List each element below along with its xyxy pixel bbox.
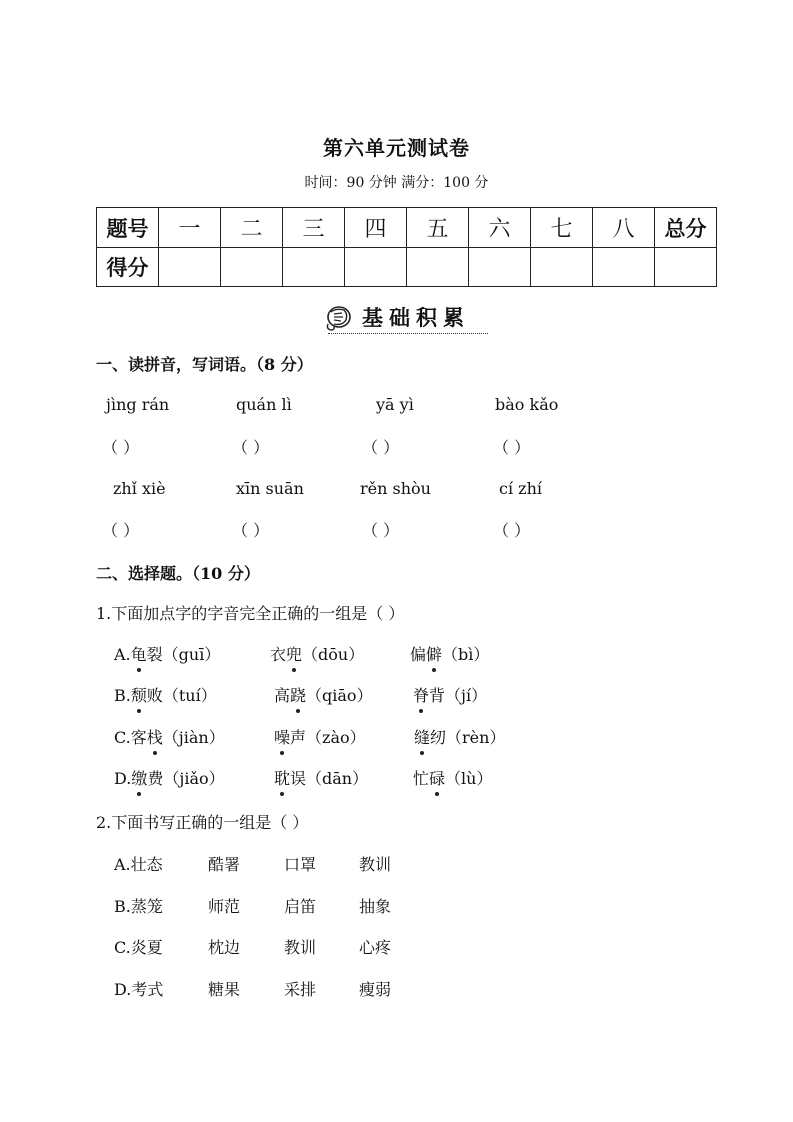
pinyin-item: zhǐ xiè <box>113 479 166 498</box>
option-word[interactable]: D.缴费（jiǎo） <box>114 766 225 789</box>
option-word: 缝纫（rèn） <box>414 725 505 748</box>
pinyin-item: xīn suān <box>236 479 304 498</box>
score-table-row-label: 得分 <box>97 248 159 287</box>
option-word[interactable]: B.颓败（tuí） <box>114 683 217 706</box>
score-cell[interactable] <box>469 248 531 287</box>
answer-blank[interactable]: （ ） <box>362 438 400 457</box>
score-table-col: 四 <box>345 208 407 248</box>
score-table-col: 五 <box>407 208 469 248</box>
pinyin-item: rěn shòu <box>360 479 431 498</box>
option-word: 噪声（zào） <box>274 725 366 748</box>
pinyin-item: cí zhí <box>499 479 543 498</box>
pinyin-item: yā yì <box>376 395 414 414</box>
score-table-col: 七 <box>531 208 593 248</box>
answer-blank[interactable]: （ ） <box>102 521 140 540</box>
option-label[interactable]: C.炎夏 <box>114 938 163 957</box>
item-2-stem: 2.下面书写正确的一组是（ ） <box>96 813 309 832</box>
answer-blank[interactable]: （ ） <box>102 438 140 457</box>
option-word: 酷署 <box>208 855 241 874</box>
pinyin-item: quán lì <box>236 395 292 414</box>
option-word: 心疼 <box>359 938 392 957</box>
question-1-heading: 一、读拼音，写词语。（8 分） <box>96 355 313 374</box>
answer-blank[interactable]: （ ） <box>493 438 531 457</box>
option-word: 忙碌（lù） <box>413 766 492 789</box>
score-cell[interactable] <box>283 248 345 287</box>
score-table-row-label: 题号 <box>97 208 159 248</box>
option-word: 口罩 <box>284 855 317 874</box>
answer-blank[interactable]: （ ） <box>493 521 531 540</box>
scroll-ornament-icon <box>322 302 354 334</box>
option-word: 衣兜（dōu） <box>270 642 364 665</box>
score-table-score-row <box>97 248 717 287</box>
option-word[interactable]: C.客栈（jiàn） <box>114 725 225 748</box>
question-2-heading: 二、选择题。（10 分） <box>96 564 260 583</box>
score-table-col: 三 <box>283 208 345 248</box>
option-word: 启笛 <box>284 897 317 916</box>
score-table-col: 六 <box>469 208 531 248</box>
score-cell[interactable] <box>593 248 655 287</box>
item-1-stem: 1.下面加点字的字音完全正确的一组是（ ） <box>96 604 405 623</box>
answer-blank[interactable]: （ ） <box>232 521 270 540</box>
score-cell[interactable] <box>655 248 717 287</box>
page-title: 第六单元测试卷 <box>323 136 470 160</box>
score-cell[interactable] <box>345 248 407 287</box>
option-label[interactable]: B.蒸笼 <box>114 897 163 916</box>
option-word: 抽象 <box>359 897 392 916</box>
exam-meta: 时间：90 分钟 满分：100 分 <box>304 175 489 191</box>
option-word: 师范 <box>208 897 241 916</box>
score-table-total: 总分 <box>655 208 717 248</box>
answer-blank[interactable]: （ ） <box>232 438 270 457</box>
option-word: 高跷（qiāo） <box>274 683 373 706</box>
pinyin-item: bào kǎo <box>495 395 559 414</box>
score-table-header-row <box>97 208 717 248</box>
score-table <box>96 207 717 287</box>
option-word: 瘦弱 <box>359 980 392 999</box>
score-table-col: 八 <box>593 208 655 248</box>
section-header <box>318 300 488 338</box>
option-word: 糖果 <box>208 980 241 999</box>
score-cell[interactable] <box>407 248 469 287</box>
score-cell[interactable] <box>221 248 283 287</box>
option-label[interactable]: D.考式 <box>114 980 164 999</box>
answer-blank[interactable]: （ ） <box>362 521 400 540</box>
score-table-col: 二 <box>221 208 283 248</box>
score-table-col: 一 <box>159 208 221 248</box>
pinyin-item: jìng rán <box>106 395 170 414</box>
section-title: 基础积累 <box>362 306 470 330</box>
section-underline <box>328 333 488 334</box>
option-label[interactable]: A.壮态 <box>114 855 163 874</box>
option-word: 采排 <box>284 980 317 999</box>
option-word: 耽误（dān） <box>274 766 368 789</box>
option-word: 枕边 <box>208 938 241 957</box>
option-word: 教训 <box>359 855 392 874</box>
score-cell[interactable] <box>159 248 221 287</box>
score-cell[interactable] <box>531 248 593 287</box>
option-word: 教训 <box>284 938 317 957</box>
option-word[interactable]: A.龟裂（guī） <box>114 642 220 665</box>
option-word: 脊背（jí） <box>413 683 487 706</box>
option-word: 偏僻（bì） <box>410 642 489 665</box>
